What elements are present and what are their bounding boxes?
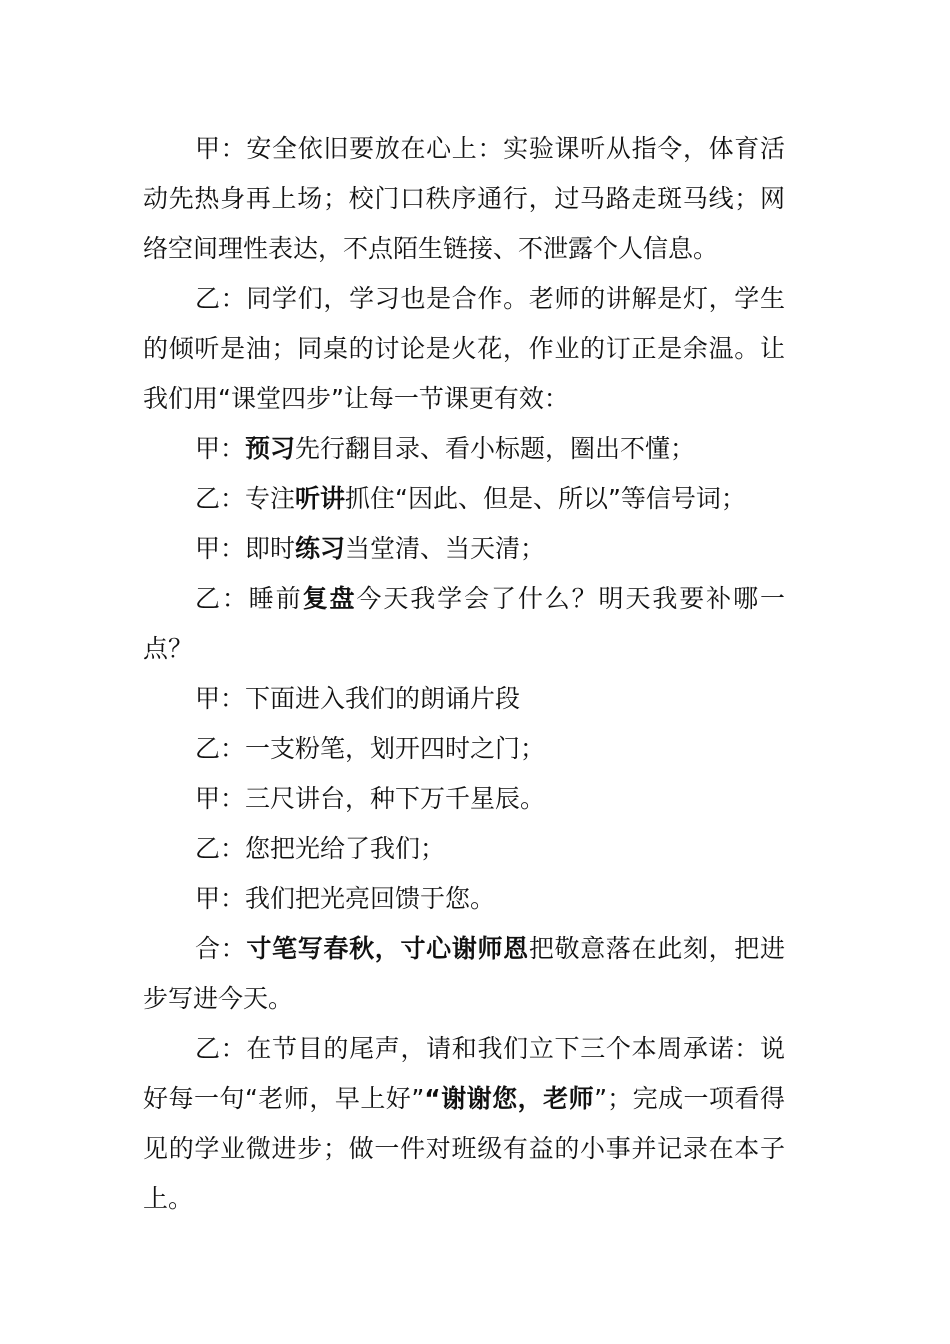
bold-text-segment: 听讲 [295,484,346,513]
bold-text-segment: “谢谢您，老师 [424,1084,595,1113]
text-segment: 把敬意落在此刻，把进步写进今天。 [143,934,785,1013]
paragraph-13 [143,1024,785,1224]
document-body [143,124,785,1224]
text-segment: 今天我学会了什么？明天我要补哪一点？ [143,584,785,663]
text-segment: 甲： [195,434,246,463]
bold-text-segment: 练习 [295,534,346,563]
bold-text-segment: 预习 [245,434,296,463]
text-segment: 乙：一支粉笔，划开四时之门； [195,734,546,763]
text-segment: 乙：专注 [195,484,296,513]
paragraph-1 [143,124,785,274]
text-segment: 乙：同学们，学习也是合作。老师的讲解是灯，学生的倾听是油；同桌的讨论是火花，作业的订正是余温。让我们用“课堂四步”让每一节课更有效： [143,284,785,413]
text-segment: 甲：下面进入我们的朗诵片段 [195,684,521,713]
text-segment: 抓住“因此、但是、所以”等信号词； [345,484,746,513]
text-segment: 甲：我们把光亮回馈于您。 [195,884,496,913]
paragraph-9 [143,774,785,824]
paragraph-6 [143,574,785,674]
paragraph-11 [143,874,785,924]
paragraph-5 [143,524,785,574]
paragraph-4 [143,474,785,524]
paragraph-7 [143,674,785,724]
text-segment: 甲：即时 [195,534,296,563]
bold-text-segment: 寸笔写春秋，寸心谢师恩 [246,934,529,963]
text-segment: 先行翻目录、看小标题，圈出不懂； [295,434,696,463]
text-segment: 当堂清、当天清； [345,534,546,563]
paragraph-10 [143,824,785,874]
paragraph-2 [143,274,785,424]
text-segment: 甲：安全依旧要放在心上：实验课听从指令，体育活动先热身再上场；校门口秩序通行，过马路走斑马线；网络空间理性表达，不点陌生链接、不泄露个人信息。 [143,134,785,263]
bold-text-segment: 复盘 [302,584,357,613]
text-segment: 乙：睡前 [195,584,303,613]
paragraph-8 [143,724,785,774]
paragraph-3 [143,424,785,474]
text-segment: 乙：在节目的尾声，请和我们立下三个本周承诺：说好每一句“老师，早上好” [143,1034,785,1113]
text-segment: 乙：您把光给了我们； [195,834,446,863]
text-segment: ”；完成一项看得见的学业微进步；做一件对班级有益的小事并记录在本子上。 [143,1084,786,1213]
text-segment: 合： [195,934,247,963]
paragraph-12 [143,924,785,1024]
text-segment: 甲：三尺讲台，种下万千星辰。 [195,784,546,813]
